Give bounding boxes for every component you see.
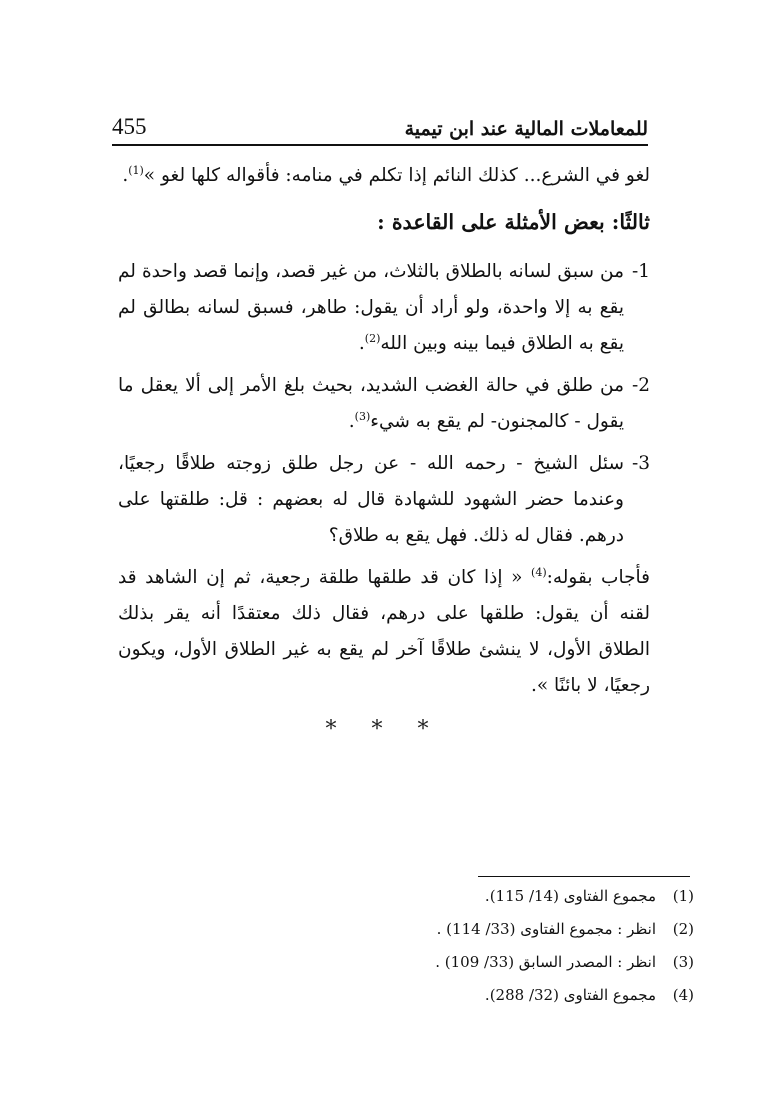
item-text: من سبق لسانه بالطلاق بالثلاث، من غير قصد، وإنما قصد واحدة لم يقع به إلا واحدة، ولو أراد أن يقول: طاهر، فسبق لسانه بطالق لم يقع به الطلاق فيما بينه وبين الله <box>118 261 624 354</box>
footnote-ref-4: (4) <box>531 565 547 579</box>
item-text-wrap <box>118 368 624 440</box>
opening-end: . <box>122 165 129 186</box>
item-end: . <box>358 333 365 354</box>
opening-paragraph <box>118 158 650 194</box>
header-rule <box>112 144 648 146</box>
list-item <box>118 254 650 362</box>
footnote-ref-1: (1) <box>128 163 144 177</box>
section-heading: ثالثًا: بعض الأمثلة على القاعدة : <box>377 210 650 234</box>
footnote-number: (3) <box>672 953 694 971</box>
list-item <box>118 446 650 554</box>
page-header <box>112 104 648 140</box>
page-number: 455 <box>112 114 147 139</box>
item-text-wrap <box>118 446 624 554</box>
answer-text: « إذا كان قد طلقها طلقة رجعية، ثم إن الشاهد قد لقنه أن يقول: طلقها على درهم، فقال ذلك معتقدًا أنه يقر بذلك الطلاق الأول، لا ينشئ طلاقًا آخر لم يقع به غير الطلاق الأول، ويكون رجعيًا، لا بائنًا ». <box>118 567 650 696</box>
footnotes <box>360 880 694 1012</box>
footnote-number: (2) <box>672 920 694 938</box>
footnote-text: انظر : مجموع الفتاوى (33/ 114) . <box>436 920 656 938</box>
item-number: 2- <box>631 375 650 396</box>
footnote-number: (4) <box>672 986 694 1004</box>
footnote-item <box>360 946 694 979</box>
footnote-ref-2: (2) <box>364 331 381 345</box>
footnote-text: انظر : المصدر السابق (33/ 109) . <box>435 953 656 971</box>
footnote-item <box>360 979 694 1012</box>
section-separator: * * * <box>325 717 443 742</box>
footnote-item <box>360 880 694 913</box>
item-text: من طلق في حالة الغضب الشديد، بحيث بلغ الأمر إلى ألا يعقل ما يقول - كالمجنون- لم يقع به شيء <box>118 375 624 432</box>
list-item <box>118 368 650 440</box>
answer-intro: فأجاب بقوله: <box>546 567 651 588</box>
footnote-ref-3: (3) <box>354 409 371 423</box>
footnote-number: (1) <box>672 887 694 905</box>
footnote-rule <box>478 876 690 877</box>
answer-paragraph <box>118 560 650 704</box>
item-number: 1- <box>631 261 650 282</box>
opening-text: لغو في الشرع... كذلك النائم إذا تكلم في منامه: فأقواله كلها لغو » <box>143 165 650 186</box>
footnote-text: مجموع الفتاوى (14/ 115). <box>484 887 656 905</box>
footnote-item <box>360 913 694 946</box>
main-text <box>118 158 650 748</box>
item-number: 3- <box>631 453 650 474</box>
item-text-wrap <box>118 254 624 362</box>
running-title: للمعاملات المالية عند ابن تيمية <box>404 118 648 140</box>
item-text: سئل الشيخ - رحمه الله - عن رجل طلق زوجته طلاقًا رجعيًا، وعندما حضر الشهود للشهادة قال له بعضهم : قل: طلقتها على درهم. فقال له ذلك. فهل يقع به طلاق؟ <box>118 453 624 546</box>
item-end: . <box>348 411 355 432</box>
footnote-text: مجموع الفتاوى (32/ 288). <box>484 986 656 1004</box>
